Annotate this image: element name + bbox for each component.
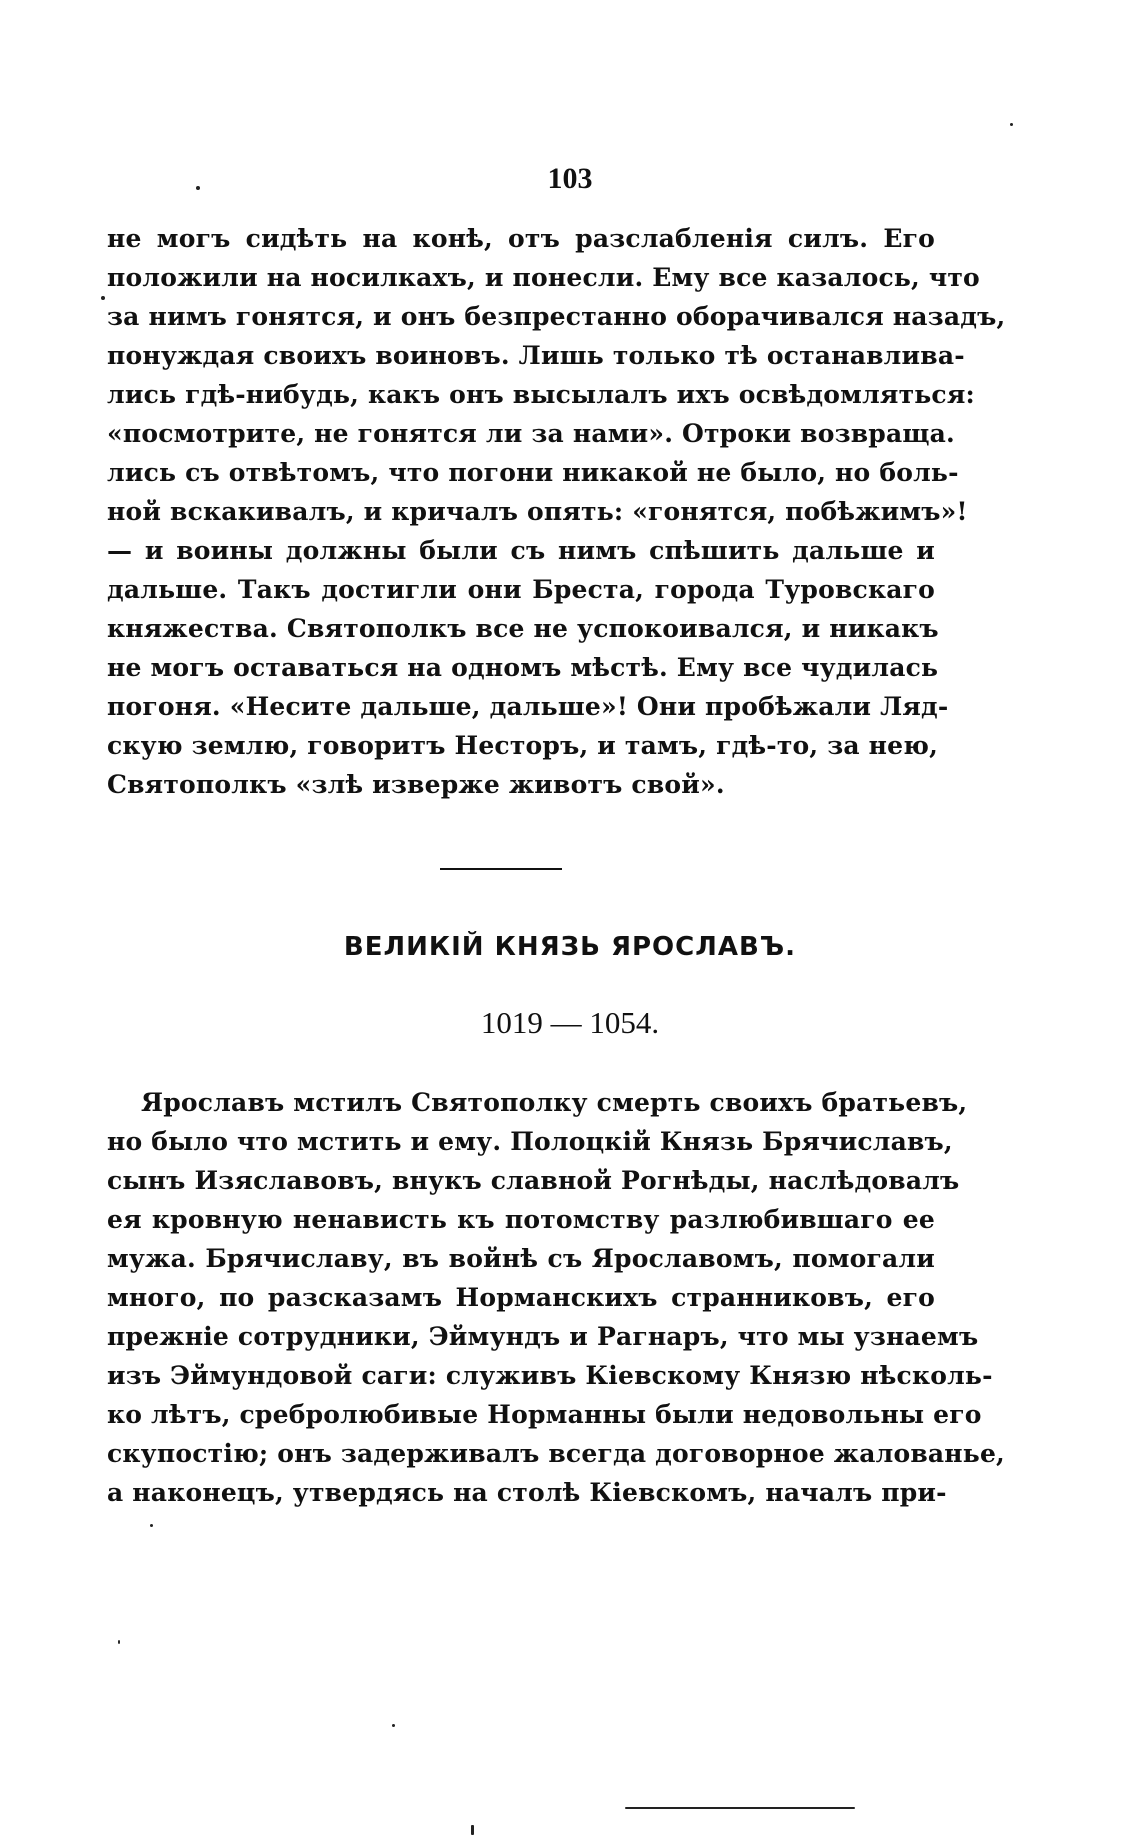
paragraph-1	[107, 219, 1006, 804]
text-line: ко лѣтъ, сребролюбивые Норманны были недовольны его	[107, 1400, 982, 1429]
text-line: лись съ отвѣтомъ, что погони никакой не было, но боль-	[107, 458, 959, 487]
text-line: мужа. Брячиславу, въ войнѣ съ Ярославомъ, помогали	[107, 1244, 935, 1273]
text-line: много, по разсказамъ Норманскихъ странниковъ, его	[107, 1283, 935, 1312]
text-line: дальше. Такъ достигли они Бреста, города Туровскаго	[107, 575, 935, 604]
scan-speck	[471, 1825, 474, 1835]
text-line: понуждая своихъ воиновъ. Лишь только тѣ останавлива-	[107, 341, 965, 370]
scan-speck	[150, 1524, 153, 1527]
scan-speck	[196, 186, 200, 190]
text-line: погоня. «Несите дальше, дальше»! Они пробѣжали Ляд-	[107, 692, 949, 721]
page-number: 103	[547, 162, 593, 195]
text-line: княжества. Святополкъ все не успокоивался, и никакъ	[107, 614, 939, 643]
text-line: скую землю, говоритъ Несторъ, и тамъ, гдѣ-то, за нею,	[107, 731, 939, 760]
scan-speck	[392, 1724, 395, 1727]
text-line: Ярославъ мстилъ Святополку смерть своихъ братьевъ,	[141, 1088, 968, 1117]
text-line: а наконецъ, утвердясь на столѣ Кіевскомъ, началъ при-	[107, 1478, 947, 1507]
text-line: но было что мстить и ему. Полоцкій Князь Брячиславъ,	[107, 1127, 953, 1156]
section-title: ВЕЛИКІЙ КНЯЗЬ ЯРОСЛАВЪ.	[343, 932, 797, 962]
section-divider	[440, 868, 562, 870]
text-line: прежніе сотрудники, Эймундъ и Рагнаръ, что мы узнаемъ	[107, 1322, 979, 1351]
scan-speck	[101, 296, 105, 300]
scan-speck	[625, 1807, 855, 1809]
scan-speck	[118, 1640, 120, 1644]
text-line: — и воины должны были съ нимъ спѣшить дальше и	[107, 536, 935, 565]
text-line: не могъ сидѣть на конѣ, отъ разслабленія силъ. Его	[107, 224, 935, 253]
text-line: положили на носилкахъ, и понесли. Ему все казалось, что	[107, 263, 980, 292]
text-line: Святополкъ «злѣ изверже животъ свой».	[107, 770, 725, 799]
section-dates: 1019 — 1054.	[480, 1005, 660, 1040]
text-line: ея кровную ненависть къ потомству разлюбившаго ее	[107, 1205, 935, 1234]
text-line: не могъ оставаться на одномъ мѣстѣ. Ему все чудилась	[107, 653, 939, 682]
text-line: сынъ Изяславовъ, внукъ славной Рогнѣды, наслѣдовалъ	[107, 1166, 960, 1195]
scan-speck	[1010, 123, 1013, 126]
text-line: скупостію; онъ задерживалъ всегда договорное жалованье,	[107, 1439, 1005, 1468]
text-line: изъ Эймундовой саги: служивъ Кіевскому Князю нѣсколь-	[107, 1361, 993, 1390]
paragraph-2	[107, 1083, 1005, 1512]
text-line: лись гдѣ-нибудь, какъ онъ высылалъ ихъ освѣдомляться:	[107, 380, 975, 409]
text-line: за нимъ гонятся, и онъ безпрестанно оборачивался назадъ,	[107, 302, 1006, 331]
text-line: «посмотрите, не гонятся ли за нами». Отроки возвраща.	[107, 419, 955, 448]
text-line: ной вскакивалъ, и кричалъ опять: «гонятся, побѣжимъ»!	[107, 497, 968, 526]
